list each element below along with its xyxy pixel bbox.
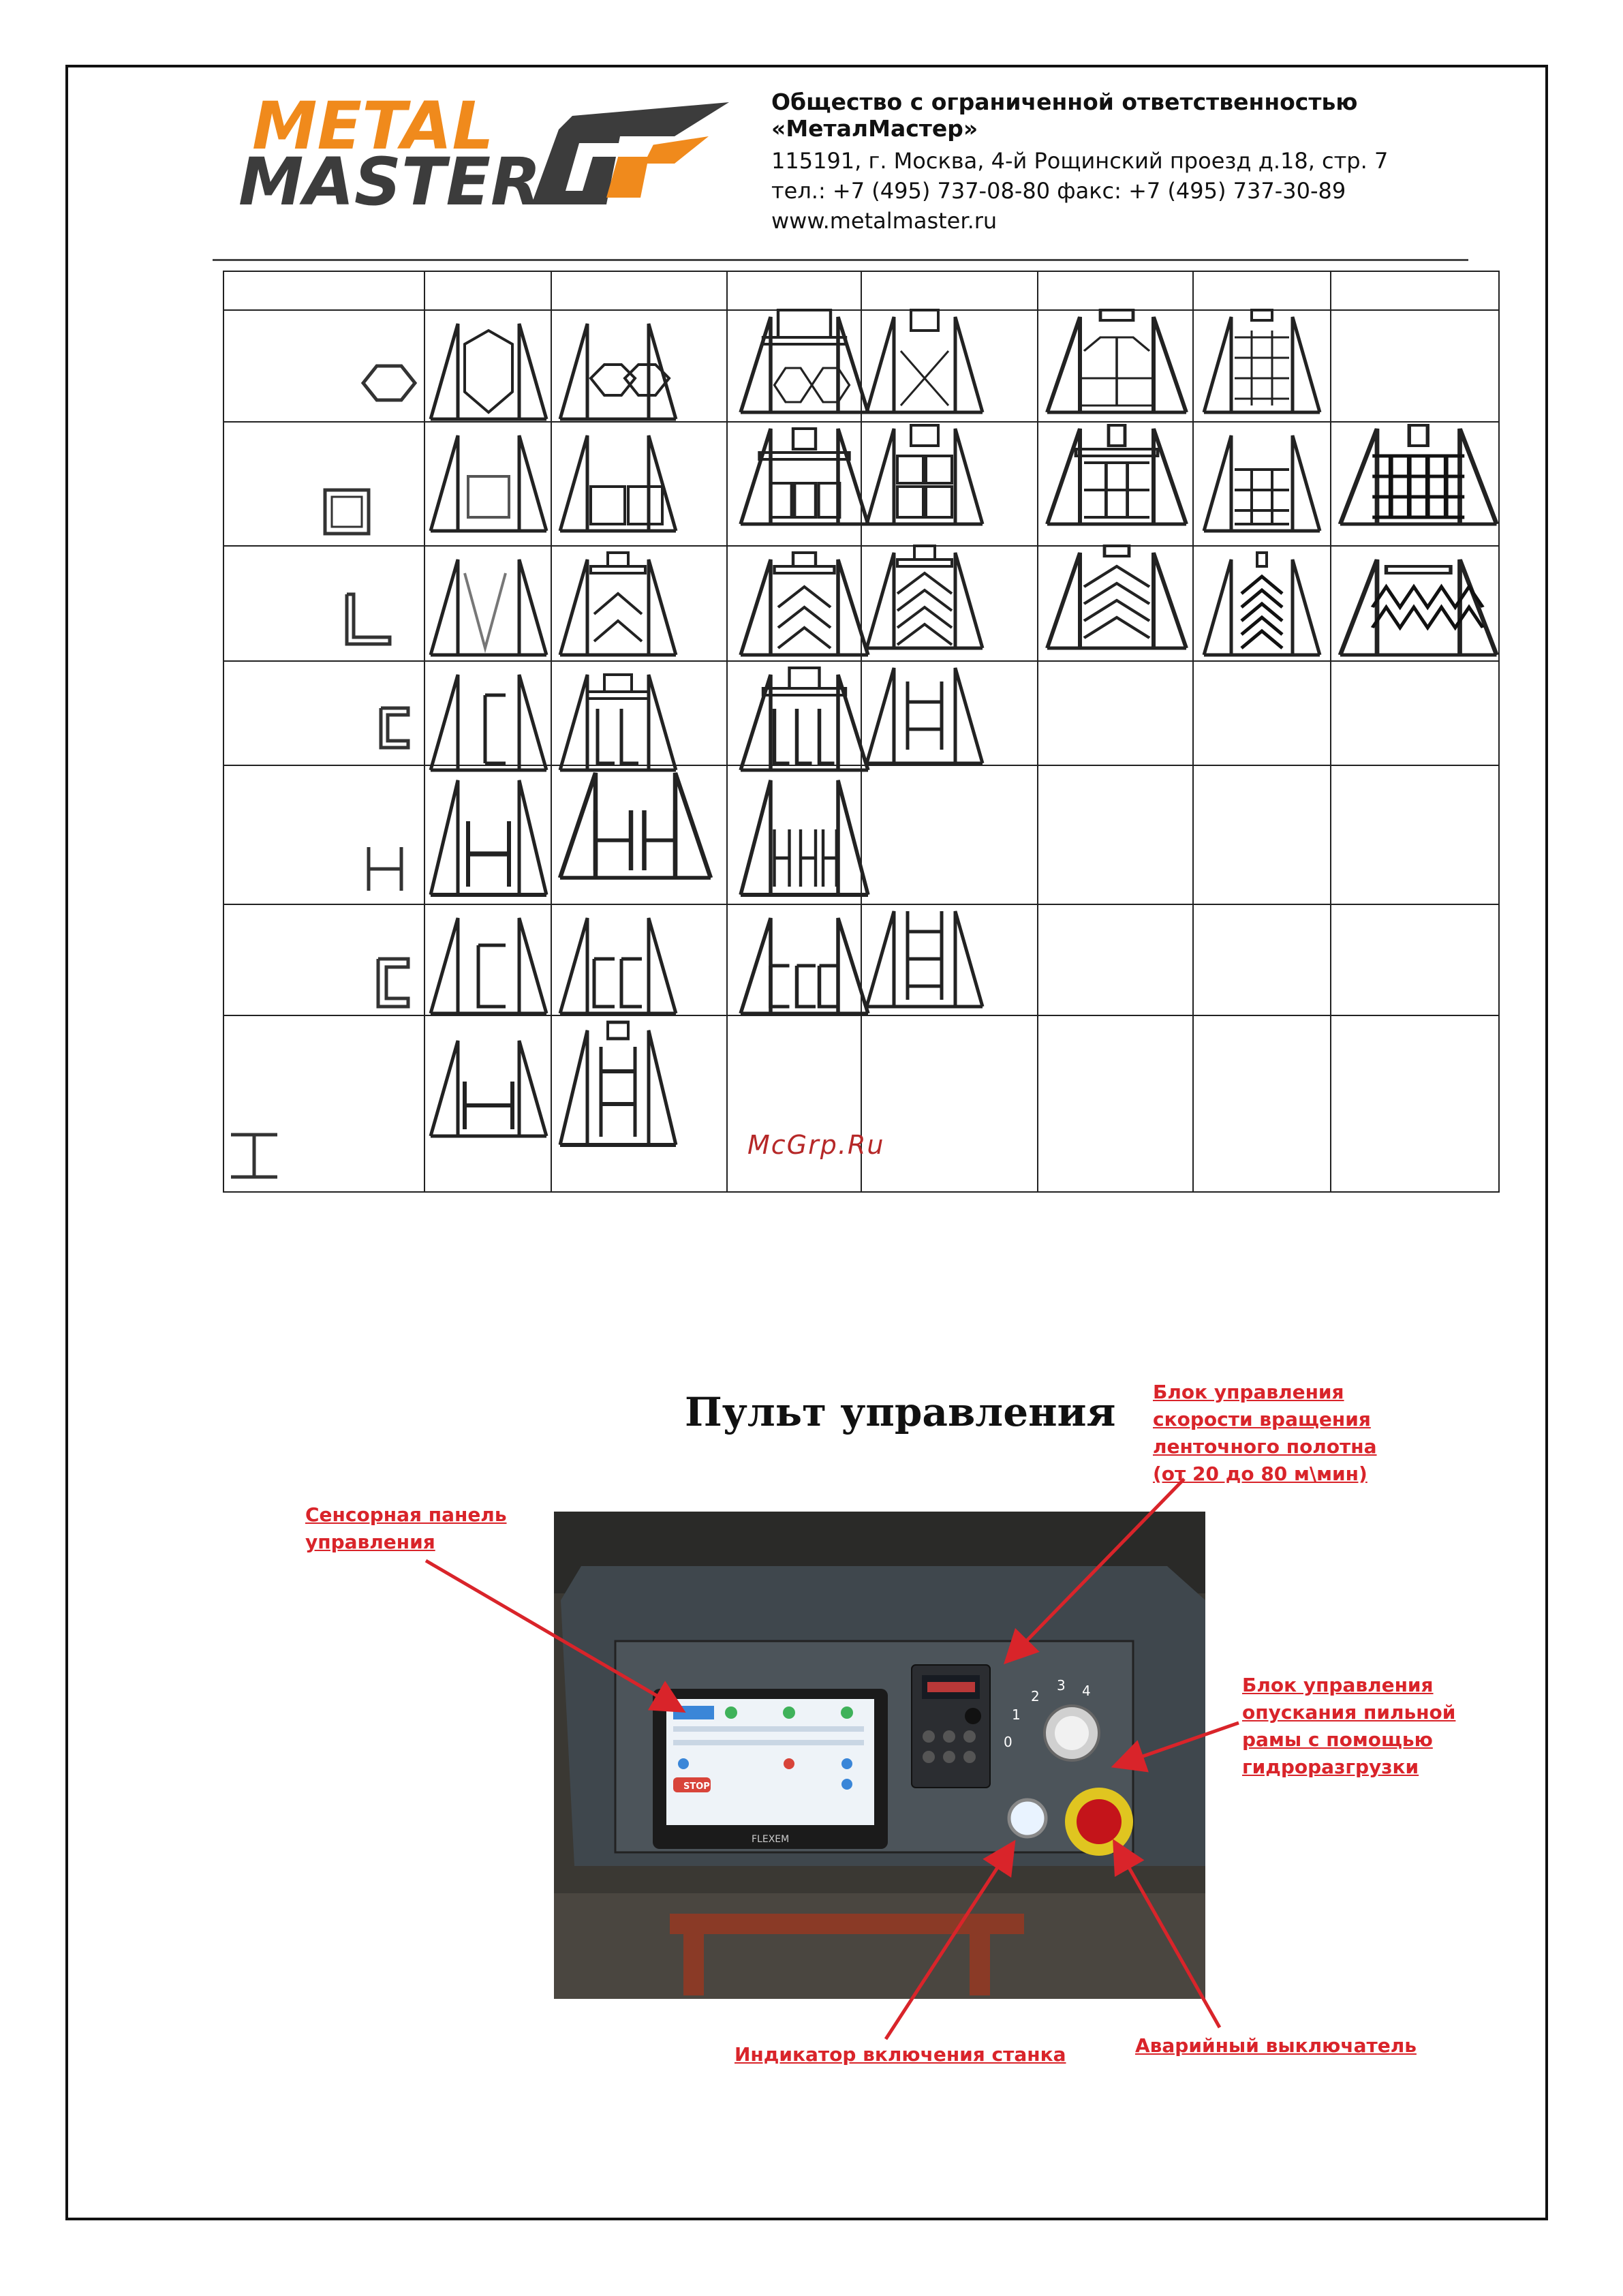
callout-line: Сенсорная панель: [305, 1503, 507, 1526]
header-divider: [213, 259, 1468, 261]
dial-mark: 1: [1012, 1706, 1021, 1723]
profile-layout-table: [223, 271, 1500, 1193]
dial-mark: 3: [1057, 1677, 1066, 1694]
company-info: [771, 89, 1521, 236]
touch-screen: [653, 1689, 888, 1849]
layout-sq-7: [1340, 425, 1497, 524]
layout-ang-4: [867, 546, 983, 648]
layout-i-1: [431, 1041, 546, 1136]
callout-power-indicator: Индикатор включения станка: [735, 2043, 1066, 2066]
hexagon-profile-icon: [363, 366, 415, 400]
callout-line: Блок управления: [1242, 1674, 1434, 1696]
layout-hex-4: [867, 310, 983, 412]
speed-controller: [912, 1665, 990, 1788]
layout-c-4: [867, 911, 983, 1007]
layout-i-2: [560, 1022, 676, 1145]
logo-word-metal: METAL: [252, 89, 494, 164]
callout-line: Блок управления: [1153, 1381, 1344, 1403]
screen-stop-button: STOP: [683, 1781, 710, 1792]
layout-ang-2: [560, 553, 676, 655]
table-grid-lines: [223, 271, 1499, 1192]
layout-h-2: [560, 773, 711, 878]
layout-sq-3: [741, 429, 868, 524]
layout-h-3: [741, 780, 868, 895]
metalmaster-logo: [238, 89, 729, 218]
layout-hex-1: [431, 324, 546, 419]
callout-line: опускания пильной: [1242, 1701, 1456, 1724]
layout-hex-2: [560, 324, 676, 419]
dial-mark: 0: [1004, 1734, 1013, 1750]
callout-speed-control: [1153, 1379, 1377, 1488]
i-beam-profile-icon: [231, 1135, 277, 1177]
layout-ang-1: [431, 560, 546, 655]
callout-line: скорости вращения: [1153, 1408, 1371, 1430]
callout-line: управления: [305, 1531, 435, 1553]
c-channel-profile-icon: [378, 959, 408, 1007]
callout-line: гидроразгрузки: [1242, 1756, 1419, 1778]
layout-sq-6: [1204, 435, 1320, 531]
company-website: www.metalmaster.ru: [771, 208, 998, 234]
layout-ang-6: [1204, 553, 1320, 655]
dial-mark: 4: [1082, 1683, 1091, 1699]
layout-sq-4: [867, 425, 983, 524]
layout-h-1: [431, 780, 546, 895]
layout-c-3: [741, 918, 868, 1013]
control-panel-title: Пульт управления: [685, 1389, 1116, 1435]
logo-word-master: MASTER: [238, 144, 541, 218]
callout-line: (от 20 до 80 м\мин): [1153, 1463, 1367, 1485]
layout-ch-1: [431, 675, 546, 770]
channel-profile-icon: [381, 708, 408, 748]
callout-line: ленточного полотна: [1153, 1435, 1377, 1458]
layout-hex-3: [741, 310, 868, 412]
dial-mark: 2: [1031, 1688, 1040, 1704]
layout-ch-2: [560, 675, 676, 770]
power-indicator-light: [1009, 1800, 1046, 1837]
layout-ang-7: [1340, 560, 1497, 655]
company-phones: тел.: +7 (495) 737-08-80 факс: +7 (495) 737-30-89: [771, 178, 1346, 204]
callout-touch-panel: [305, 1501, 507, 1556]
screen-brand: FLEXEM: [752, 1834, 790, 1845]
callout-emergency-stop: Аварийный выключатель: [1135, 2034, 1417, 2057]
layout-hex-6: [1204, 310, 1320, 412]
layout-sq-5: [1047, 425, 1186, 524]
emergency-stop-button: [1065, 1788, 1133, 1856]
layout-sq-1: [431, 435, 546, 531]
company-name: Общество с ограниченной ответственностью «МеталМастер»: [771, 89, 1358, 142]
layout-hex-5: [1047, 310, 1186, 412]
layout-ch-4: [867, 668, 983, 763]
logo-emblem-icon: [531, 102, 729, 204]
callout-line: рамы с помощью: [1242, 1728, 1433, 1751]
callout-lowering-control: [1242, 1672, 1455, 1781]
h-beam-profile-icon: [369, 847, 401, 891]
layout-c-1: [431, 918, 546, 1013]
layout-ang-5: [1047, 546, 1186, 648]
company-address: 115191, г. Москва, 4-й Рощинский проезд д.18, стр. 7: [771, 148, 1389, 174]
layout-c-2: [560, 918, 676, 1013]
layout-ang-3: [741, 553, 868, 655]
angle-profile-icon: [347, 594, 390, 644]
layout-ch-3: [741, 668, 868, 770]
layout-sq-2: [560, 435, 676, 531]
watermark: McGrp.Ru: [747, 1130, 885, 1160]
control-panel-photo: [554, 1512, 1205, 1999]
